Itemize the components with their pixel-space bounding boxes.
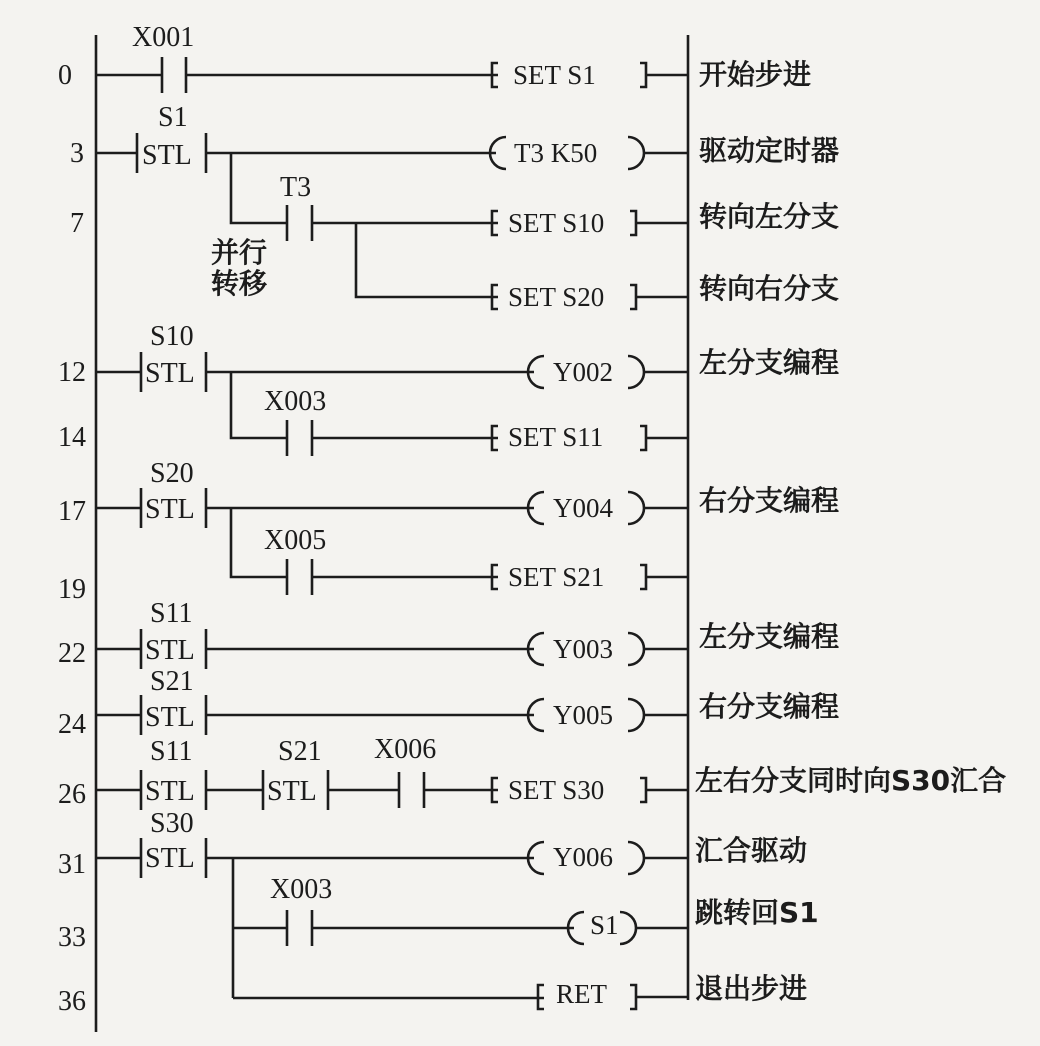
stl-label-s11: S11 xyxy=(150,598,193,629)
step-number: 36 xyxy=(58,986,86,1017)
step-number: 3 xyxy=(70,138,84,169)
rung-comment: 左分支编程 xyxy=(699,620,840,653)
rung-comment: 右分支编程 xyxy=(699,690,840,723)
rung-22 xyxy=(58,598,839,669)
rung-17 xyxy=(58,458,839,605)
stl-label-s10: S10 xyxy=(150,321,194,352)
step-number: 14 xyxy=(58,422,86,453)
rung-comment: 跳转回S1 xyxy=(695,896,819,929)
instruction-jump-s1: S1 xyxy=(590,910,619,940)
stl-label-s30: S30 xyxy=(150,808,194,839)
instruction-y005: Y005 xyxy=(553,700,613,730)
stl-block-text: STL xyxy=(145,494,195,525)
rung-comment: 右分支编程 xyxy=(699,484,840,517)
instruction-set-s11: SET S11 xyxy=(508,422,604,452)
contact-label-x005: X005 xyxy=(264,525,327,556)
stl-block-text: STL xyxy=(145,776,195,807)
stl-block-text: STL xyxy=(267,776,317,807)
instruction-set-s30: SET S30 xyxy=(508,775,605,805)
instruction-ret: RET xyxy=(556,979,607,1009)
rung-0 xyxy=(58,22,811,93)
step-number: 26 xyxy=(58,779,86,810)
rung-comment: 转向左分支 xyxy=(699,200,840,233)
rung-comment: 驱动定时器 xyxy=(699,134,840,167)
step-number: 22 xyxy=(58,638,86,669)
step-number: 19 xyxy=(58,574,86,605)
rung-comment: 左右分支同时向S30汇合 xyxy=(695,764,1007,797)
stl-block-text: STL xyxy=(142,140,192,171)
stl-label-s21: S21 xyxy=(150,666,194,697)
rung-comment: 汇合驱动 xyxy=(695,834,808,867)
rung-comment: 转向右分支 xyxy=(699,272,840,305)
stl-label-s1: S1 xyxy=(158,102,188,133)
step-number: 33 xyxy=(58,922,86,953)
instruction-set-s1: SET S1 xyxy=(513,60,596,90)
instruction-timer-t3: T3 K50 xyxy=(514,138,598,168)
rung-24 xyxy=(58,666,839,740)
rung-comment: 开始步进 xyxy=(699,58,812,91)
step-number: 31 xyxy=(58,849,86,880)
instruction-y006: Y006 xyxy=(553,842,613,872)
stl-block-text: STL xyxy=(145,635,195,666)
instruction-y004: Y004 xyxy=(553,493,613,523)
stl-block-text: STL xyxy=(145,843,195,874)
instruction-y002: Y002 xyxy=(553,357,613,387)
instruction-y003: Y003 xyxy=(553,634,613,664)
instruction-set-s10: SET S10 xyxy=(508,208,605,238)
instruction-set-s20: SET S20 xyxy=(508,282,605,312)
rung-comment: 退出步进 xyxy=(695,972,808,1005)
stl-label-s20: S20 xyxy=(150,458,194,489)
step-number: 0 xyxy=(58,60,72,91)
stl-label-s21: S21 xyxy=(278,736,322,767)
step-number: 12 xyxy=(58,357,86,388)
rung-26 xyxy=(58,734,1006,810)
contact-label-x006: X006 xyxy=(374,734,437,765)
contact-label-x003: X003 xyxy=(264,386,327,417)
rung-12 xyxy=(58,321,839,456)
stl-label-s11: S11 xyxy=(150,736,193,767)
step-number: 24 xyxy=(58,709,86,740)
contact-label-x003: X003 xyxy=(270,874,333,905)
annotation-parallel: 并行 xyxy=(211,236,268,269)
stl-block-text: STL xyxy=(145,358,195,389)
stl-block-text: STL xyxy=(145,702,195,733)
rung-31 xyxy=(58,808,819,1017)
rung-3 xyxy=(70,102,839,312)
instruction-set-s21: SET S21 xyxy=(508,562,605,592)
contact-label-x001: X001 xyxy=(132,22,195,53)
step-number: 7 xyxy=(70,208,84,239)
step-number: 17 xyxy=(58,496,86,527)
annotation-transfer: 转移 xyxy=(211,267,268,300)
rung-comment: 左分支编程 xyxy=(699,346,840,379)
contact-label-t3: T3 xyxy=(280,172,312,203)
